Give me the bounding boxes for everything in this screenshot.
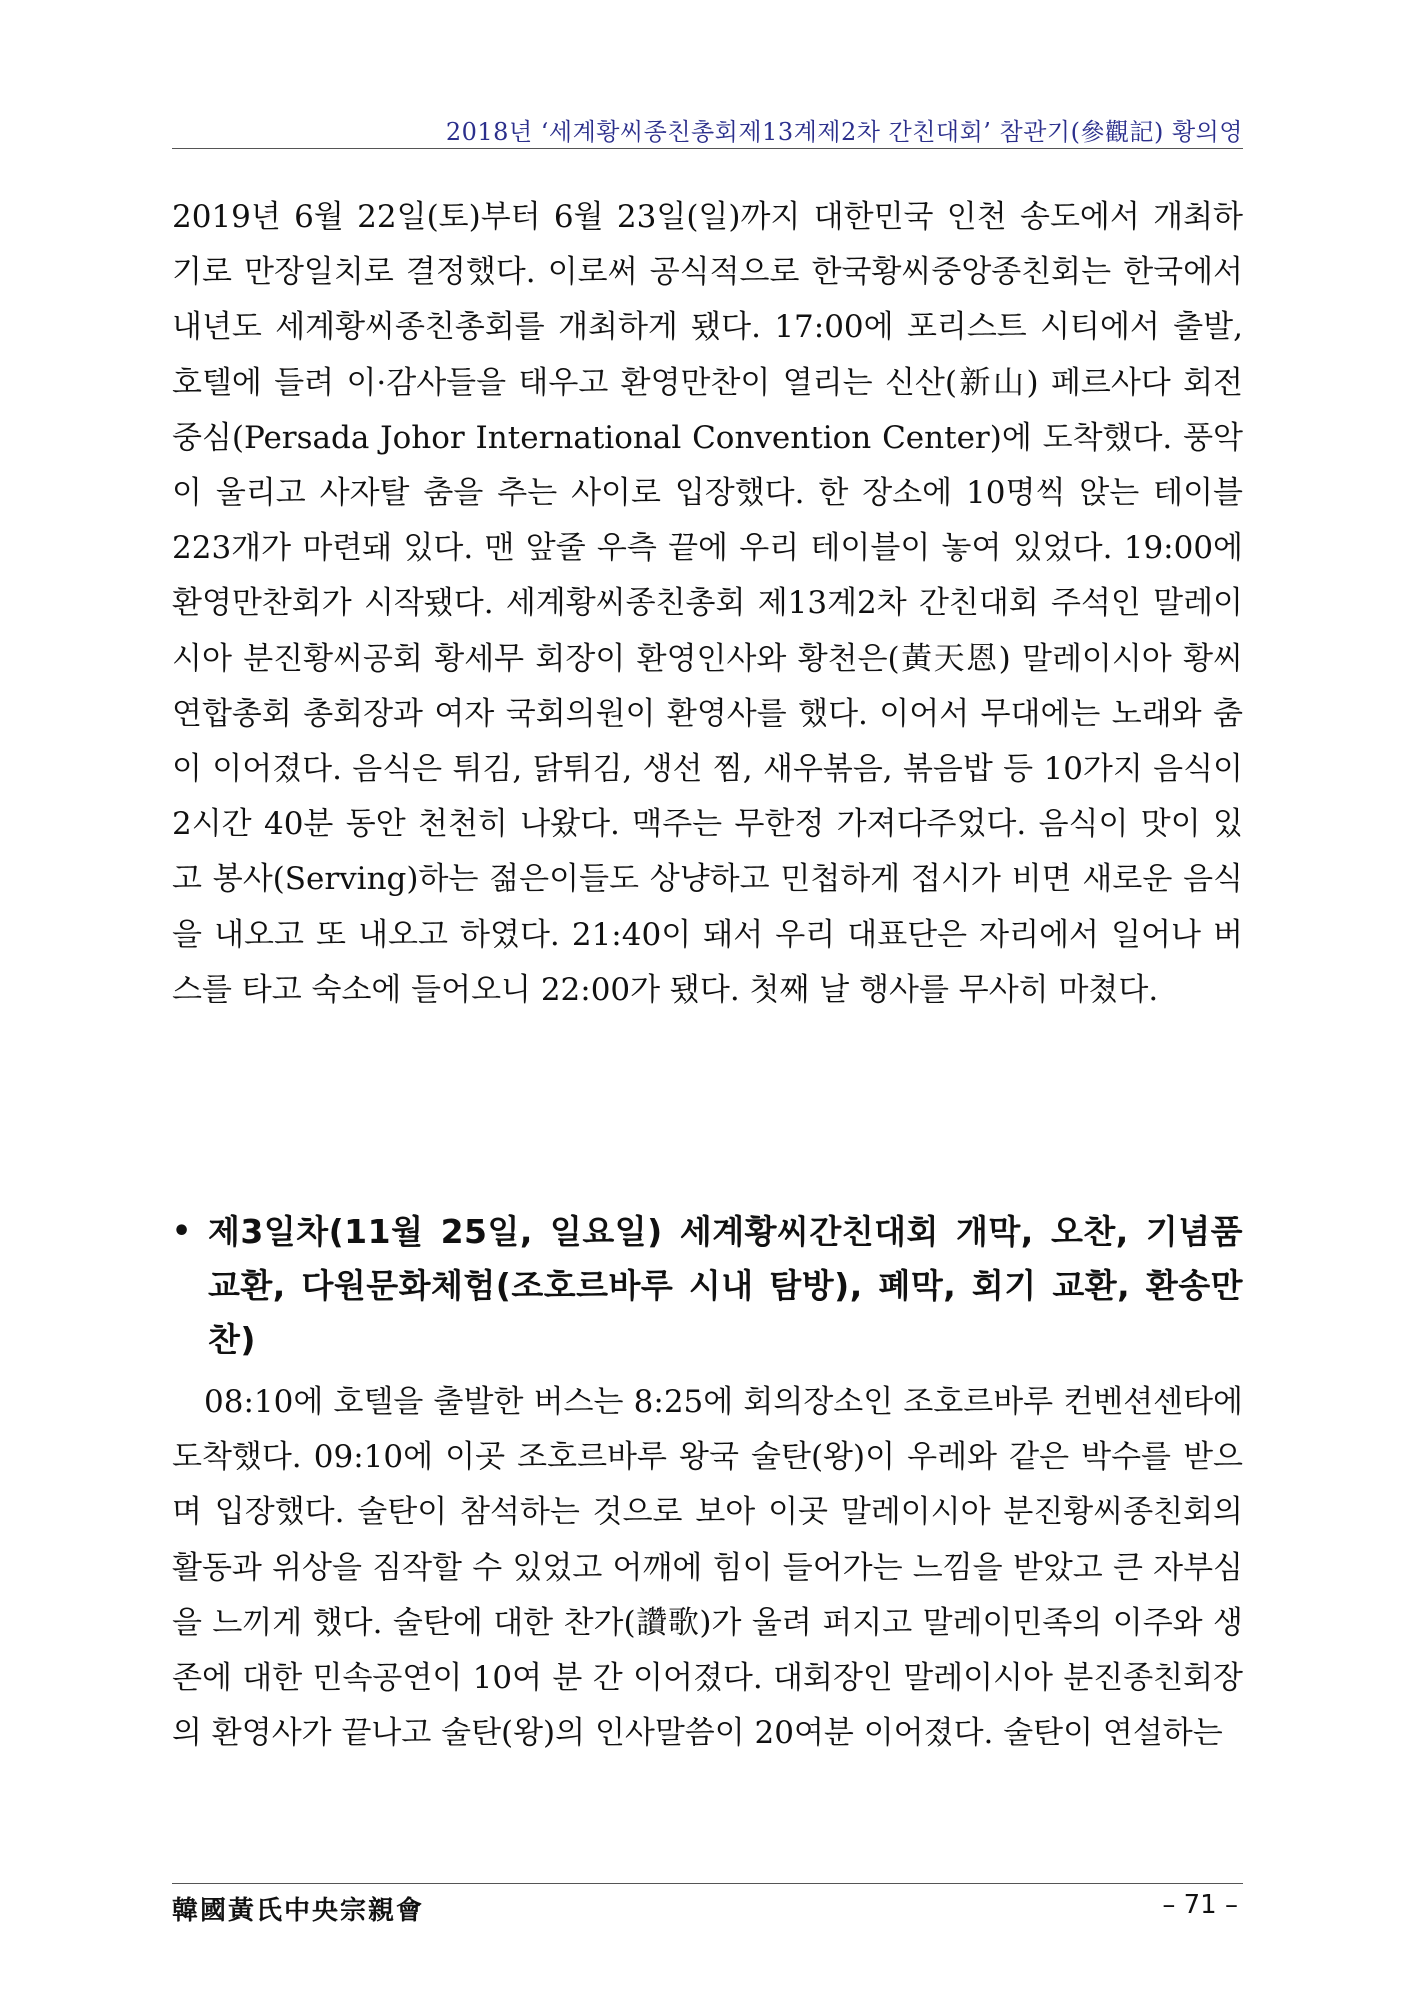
header-divider [172,148,1243,149]
page-number: – 71 – [1162,1890,1238,1920]
body-paragraph-1: 2019년 6월 22일(토)부터 6월 23일(일)까지 대한민국 인천 송도에서 개최하기로 만장일치로 결정했다. 이로써 공식적으로 한국황씨중앙종친회는 한국에서 내년도 세계황씨종친총회를 개최하게 됐다. 17:00에 포리스트 시티에서 출발, 호텔에 들려 이·감사들을 태우고 환영만찬이 열리는 신산(新山) 페르사다 회전중심(Persada Johor International Convention Center)에 도착했다. 풍악이 울리고 사자탈 춤을 추는 사이로 입장했다. 한 장소에 10명씩 앉는 테이블 223개가 마련돼 있다. 맨 앞줄 우측 끝에 우리 테이블이 놓여 있었다. 19:00에 환영만찬회가 시작됐다. 세계황씨종친총회 제13계2차 간친대회 주석인 말레이시아 분진황씨공회 황세무 회장이 환영인사와 황천은(黃天恩) 말레이시아 황씨연합총회 총회장과 여자 국회의원이 환영사를 했다. 이어서 무대에는 노래와 춤이 이어졌다. 음식은 튀김, 닭튀김, 생선 찜, 새우볶음, 볶음밥 등 10가지 음식이 2시간 40분 동안 천천히 나왔다. 맥주는 무한정 가져다주었다. 음식이 맛이 있고 봉사(Serving)하는 젊은이들도 상냥하고 민첩하게 접시가 비면 새로운 음식을 내오고 또 내오고 하였다. 21:40이 돼서 우리 대표단은 자리에서 일어나 버스를 타고 숙소에 들어오니 22:00가 됐다. 첫째 날 행사를 무사히 마쳤다. [172,199,1243,1008]
section-heading [172,1205,1243,1367]
footer-divider [172,1883,1243,1884]
section-heading-text: 제3일차(11월 25일, 일요일) 세계황씨간친대회 개막, 오찬, 기념품 교환, 다원문화체험(조호르바루 시내 탐방), 폐막, 회기 교환, 환송만찬) [208,1212,1243,1359]
body-paragraph-2: 08:10에 호텔을 출발한 버스는 8:25에 회의장소인 조호르바루 컨벤션센타에 도착했다. 09:10에 이곳 조호르바루 왕국 술탄(왕)이 우레와 같은 박수를 받으며 입장했다. 술탄이 참석하는 것으로 보아 이곳 말레이시아 분진황씨종친회의 활동과 위상을 짐작할 수 있었고 어깨에 힘이 들어가는 느낌을 받았고 큰 자부심을 느끼게 했다. 술탄에 대한 찬가(讚歌)가 울려 퍼지고 말레이민족의 이주와 생존에 대한 민속공연이 10여 분 간 이어졌다. 대회장인 말레이시아 분진종친회장의 환영사가 끝나고 술탄(왕)의 인사말씀이 20여분 이어졌다. 술탄이 연설하는 [172,1384,1243,1752]
page-header-title: 2018년 ‘세계황씨종친총회제13계제2차 간친대회’ 참관기(參觀記) 황의영 [445,118,1243,146]
footer-organization: 韓國黃氏中央宗親會 [172,1896,425,1926]
bullet-icon: • [172,1214,192,1249]
